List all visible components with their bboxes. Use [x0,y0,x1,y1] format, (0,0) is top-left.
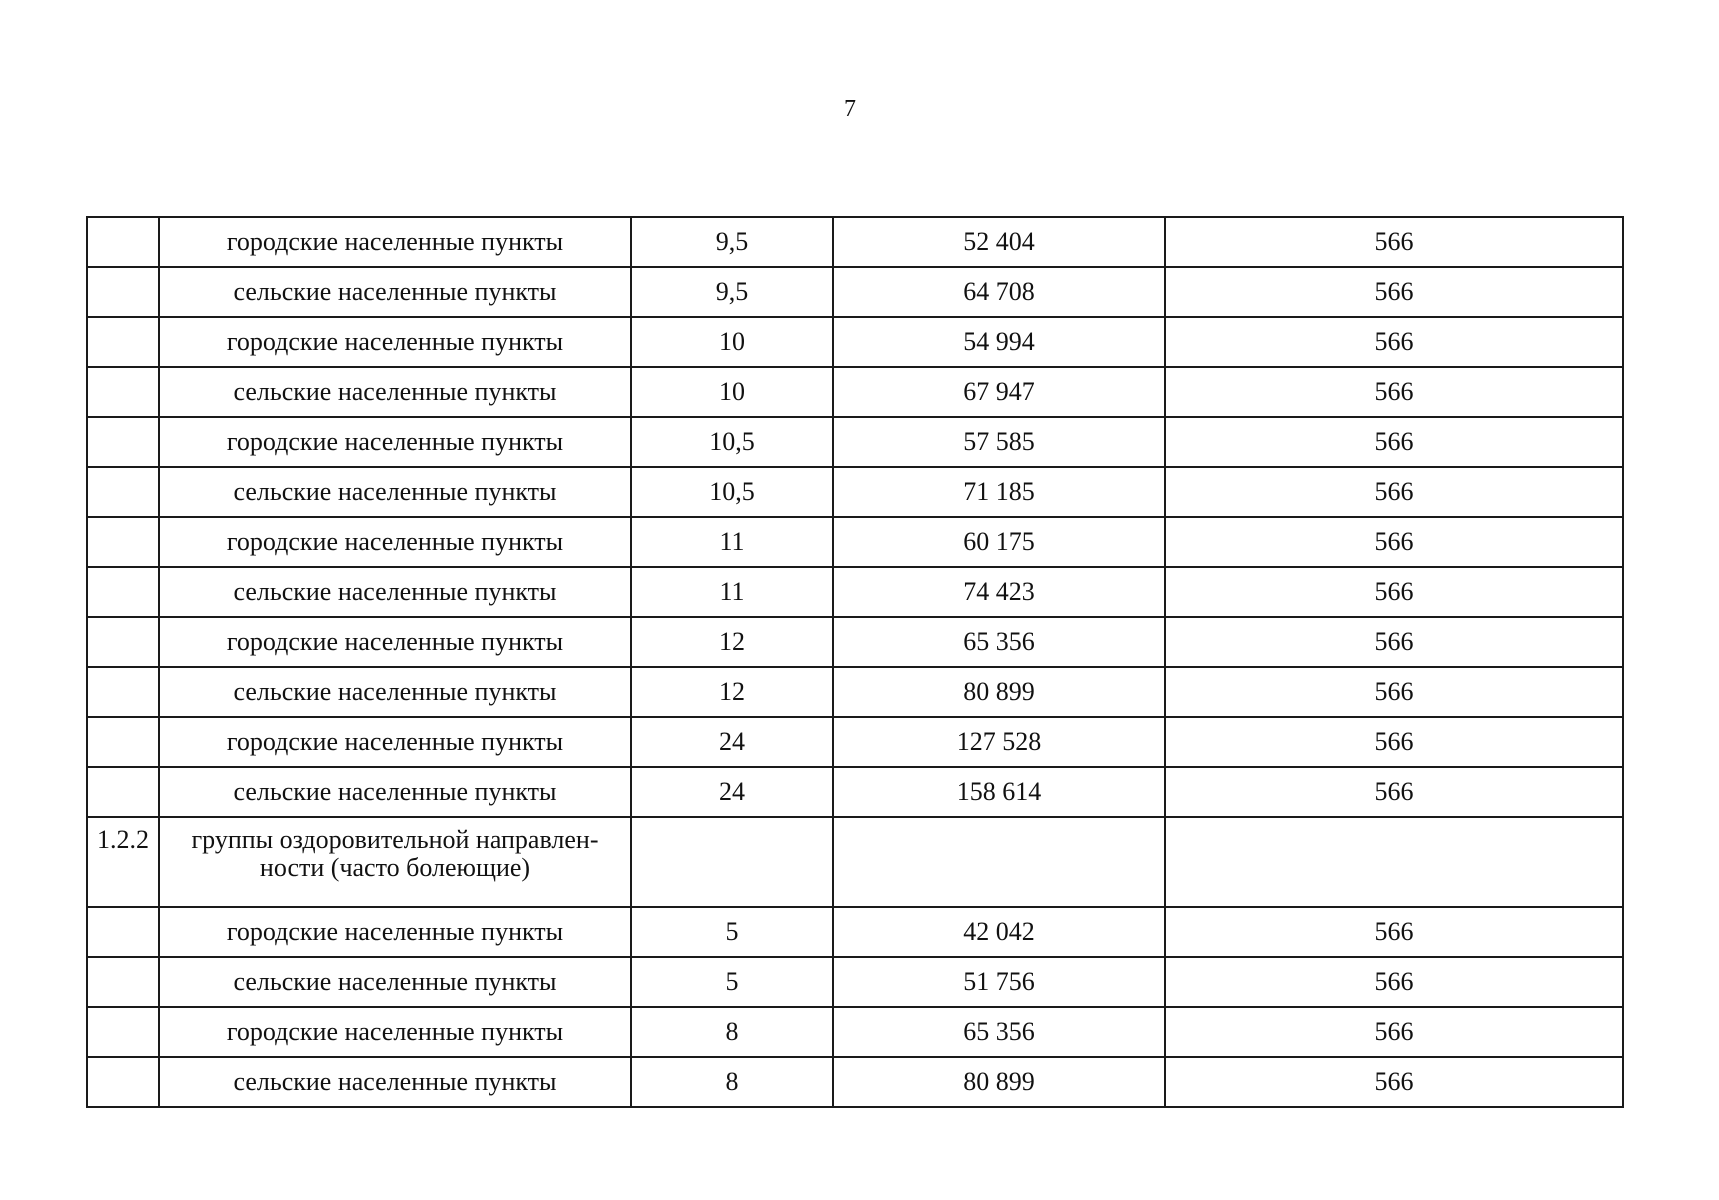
hours-cell: 5 [631,907,833,957]
hours-cell: 24 [631,717,833,767]
cost-cell: 80 899 [833,667,1165,717]
settlement-type-cell: городские населенные пункты [159,617,631,667]
hours-cell: 10 [631,317,833,367]
table-row [87,467,1623,517]
settlement-type-cell: городские населенные пункты [159,417,631,467]
settlement-type-cell: сельские населенные пункты [159,667,631,717]
extra-cost-cell: 566 [1165,317,1623,367]
settlement-type-cell: сельские населенные пункты [159,267,631,317]
settlement-type-cell: городские населенные пункты [159,517,631,567]
cost-cell: 54 994 [833,317,1165,367]
section-number-cell: 1.2.2 [87,817,159,907]
table-row [87,217,1623,267]
table-row [87,717,1623,767]
row-number-cell [87,517,159,567]
cost-cell: 65 356 [833,617,1165,667]
cost-cell: 42 042 [833,907,1165,957]
cost-cell [833,817,1165,907]
extra-cost-cell: 566 [1165,1007,1623,1057]
hours-cell: 10,5 [631,417,833,467]
extra-cost-cell: 566 [1165,667,1623,717]
hours-cell: 24 [631,767,833,817]
hours-cell: 10 [631,367,833,417]
hours-cell: 9,5 [631,217,833,267]
settlement-type-cell: городские населенные пункты [159,317,631,367]
row-number-cell [87,717,159,767]
extra-cost-cell: 566 [1165,517,1623,567]
table-row [87,617,1623,667]
section-title-cell: группы оздоровительной направлен-ности (часто болеющие) [159,817,631,907]
row-number-cell [87,767,159,817]
hours-cell [631,817,833,907]
cost-cell: 71 185 [833,467,1165,517]
settlement-type-cell: сельские населенные пункты [159,1057,631,1107]
extra-cost-cell [1165,817,1623,907]
cost-cell: 127 528 [833,717,1165,767]
row-number-cell [87,467,159,517]
row-number-cell [87,267,159,317]
cost-cell: 60 175 [833,517,1165,567]
table-row [87,667,1623,717]
cost-cell: 65 356 [833,1007,1165,1057]
table-row [87,1057,1623,1107]
cost-cell: 158 614 [833,767,1165,817]
hours-cell: 11 [631,567,833,617]
table-row [87,567,1623,617]
row-number-cell [87,1007,159,1057]
row-number-cell [87,957,159,1007]
table-row [87,767,1623,817]
row-number-cell [87,367,159,417]
cost-cell: 51 756 [833,957,1165,1007]
hours-cell: 8 [631,1057,833,1107]
row-number-cell [87,667,159,717]
settlement-type-cell: сельские населенные пункты [159,957,631,1007]
table-row [87,317,1623,367]
settlement-type-cell: сельские населенные пункты [159,567,631,617]
extra-cost-cell: 566 [1165,957,1623,1007]
row-number-cell [87,907,159,957]
cost-cell: 67 947 [833,367,1165,417]
extra-cost-cell: 566 [1165,617,1623,667]
hours-cell: 9,5 [631,267,833,317]
table-row [87,267,1623,317]
hours-cell: 12 [631,667,833,717]
settlement-type-cell: сельские населенные пункты [159,467,631,517]
table-row [87,417,1623,467]
extra-cost-cell: 566 [1165,1057,1623,1107]
settlement-type-cell: городские населенные пункты [159,907,631,957]
cost-cell: 74 423 [833,567,1165,617]
cost-cell: 80 899 [833,1057,1165,1107]
extra-cost-cell: 566 [1165,267,1623,317]
tariff-table [86,216,1624,1108]
extra-cost-cell: 566 [1165,767,1623,817]
extra-cost-cell: 566 [1165,717,1623,767]
table-row [87,907,1623,957]
extra-cost-cell: 566 [1165,367,1623,417]
hours-cell: 12 [631,617,833,667]
extra-cost-cell: 566 [1165,417,1623,467]
settlement-type-cell: сельские населенные пункты [159,767,631,817]
settlement-type-cell: городские населенные пункты [159,217,631,267]
row-number-cell [87,417,159,467]
table-row [87,1007,1623,1057]
row-number-cell [87,567,159,617]
row-number-cell [87,217,159,267]
cost-cell: 52 404 [833,217,1165,267]
hours-cell: 10,5 [631,467,833,517]
extra-cost-cell: 566 [1165,467,1623,517]
settlement-type-cell: сельские населенные пункты [159,367,631,417]
row-number-cell [87,617,159,667]
extra-cost-cell: 566 [1165,217,1623,267]
page-number: 7 [844,96,856,122]
hours-cell: 8 [631,1007,833,1057]
table-row [87,367,1623,417]
extra-cost-cell: 566 [1165,907,1623,957]
hours-cell: 11 [631,517,833,567]
row-number-cell [87,317,159,367]
extra-cost-cell: 566 [1165,567,1623,617]
table-row [87,957,1623,1007]
section-row [87,817,1623,907]
cost-cell: 57 585 [833,417,1165,467]
settlement-type-cell: городские населенные пункты [159,717,631,767]
table-row [87,517,1623,567]
cost-cell: 64 708 [833,267,1165,317]
row-number-cell [87,1057,159,1107]
settlement-type-cell: городские населенные пункты [159,1007,631,1057]
hours-cell: 5 [631,957,833,1007]
